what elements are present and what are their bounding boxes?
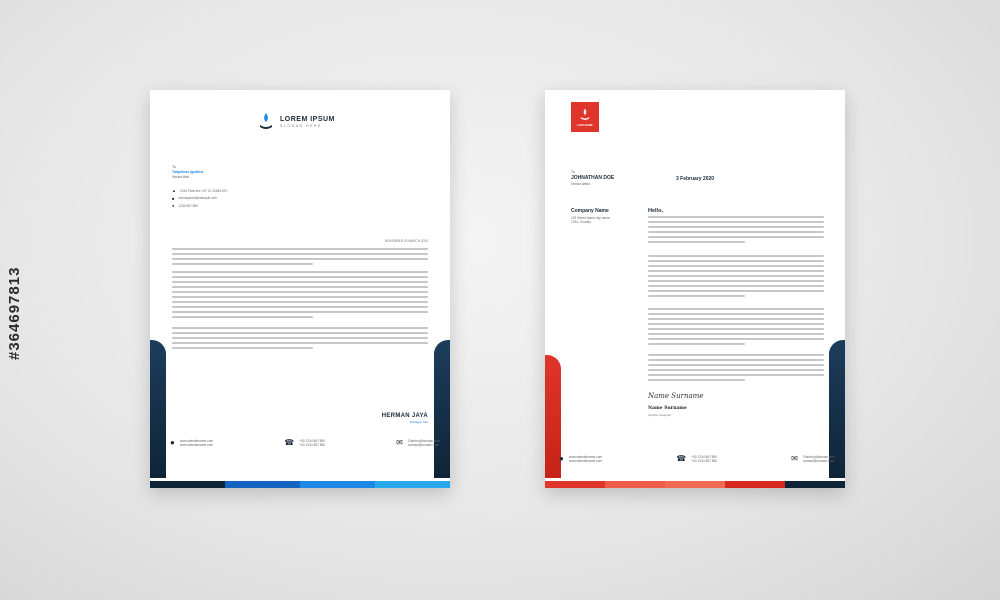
mail-icon: ■ [172, 195, 175, 201]
brand-tagline: SLOGAN HERE [280, 124, 322, 128]
footer-email [791, 454, 835, 463]
phone-icon: ☎ [284, 438, 295, 447]
brand-logo-box [571, 102, 599, 132]
bar-segment [785, 481, 845, 488]
bar-segment [545, 481, 605, 488]
recipient-name: Taiquimas Ignatius [172, 170, 204, 174]
bar-segment [665, 481, 725, 488]
company-name: Company Name [571, 208, 609, 214]
footer-web [170, 438, 213, 447]
footer-web [559, 454, 602, 463]
recipient-role: Vector Artist [571, 182, 590, 186]
recipient-role: Vector Arts [172, 175, 189, 179]
signer-name: HERMAN JAYA [381, 413, 428, 419]
bar-segment [300, 481, 375, 488]
footer-email-2: contact@domain.com [407, 442, 439, 447]
globe-icon: ● [170, 438, 175, 447]
bar-segment [150, 481, 225, 488]
footer-web-2: www.websitename.com [568, 458, 603, 463]
footer-web-2: www.websitename.com [179, 442, 214, 447]
recipient-label: To [172, 165, 176, 169]
footer-email [396, 438, 440, 447]
envelope-icon: ✉ [396, 438, 403, 447]
contact-address-text: 1234 Park Ave, NY 10 12345 67C [179, 188, 228, 193]
body-paragraph-2 [648, 255, 824, 300]
flame-logo-icon [579, 108, 591, 122]
company-address-1: 123 Street Name city name [571, 216, 610, 220]
body-paragraph-2 [172, 271, 428, 321]
recipient-block [571, 170, 614, 186]
bar-segment [375, 481, 450, 488]
letter-date: 3 February 2020 [676, 176, 715, 182]
brand-logo [258, 112, 335, 132]
body-paragraph-1 [648, 216, 824, 246]
footer-contacts [170, 438, 440, 447]
phone-icon: ☎ [676, 454, 687, 463]
contact-address [172, 188, 228, 193]
bar-segment [605, 481, 665, 488]
letterhead-red [545, 90, 845, 488]
footer-email-1: Clientco@domain.com [407, 438, 440, 443]
greeting: Hello, [648, 208, 663, 214]
logo-name: LOGO NAME [577, 123, 593, 127]
stock-image-id: #364697813 [6, 266, 23, 360]
footer-email-2: contact@domain.com [802, 458, 834, 463]
footer-email-1: Clientco@domain.com [802, 454, 835, 459]
company-block [571, 208, 610, 224]
footer-phone [676, 454, 717, 463]
letter-date: NOVEMBER 20 MARCH 2020 [384, 239, 428, 243]
contact-phone-text: 1234 567 890 [178, 203, 198, 208]
footer-web-1: www.websitename.com [179, 438, 214, 443]
signature-block [382, 413, 428, 424]
brand-name: LOREM IPSUM [280, 116, 335, 123]
footer-phone-1: +00 1234 567 890 [691, 454, 718, 459]
location-icon: ▲ [172, 188, 176, 193]
body-paragraph-4 [648, 354, 824, 384]
phone-icon: ● [172, 203, 175, 208]
recipient-label: To [571, 170, 575, 174]
company-address-2: 1234, Country [571, 220, 592, 224]
signer-role: Graphic Designer [648, 413, 672, 417]
footer-color-bar [150, 481, 450, 488]
contact-email-text: loremipsum@example.com [178, 196, 218, 200]
footer-phone-2: +00 1234 567 890 [299, 442, 326, 447]
footer-contacts [559, 454, 835, 463]
recipient-name: JOHNATHAN DOE [571, 175, 615, 181]
signer-name: Name Surname [648, 406, 687, 411]
body-paragraph-1 [172, 248, 428, 268]
flame-logo-icon [258, 112, 274, 132]
footer-phone-2: +00 1234 567 890 [691, 458, 718, 463]
contact-phone [172, 203, 228, 208]
contact-email [172, 196, 228, 201]
globe-icon: ● [559, 454, 564, 463]
signer-role: Manager Title [409, 420, 428, 424]
footer-phone-1: +00 1234 567 890 [299, 438, 326, 443]
recipient-block [172, 165, 203, 179]
envelope-icon: ✉ [791, 454, 798, 463]
signature-script: Name Surname [648, 392, 704, 400]
contact-list [172, 188, 228, 211]
bar-segment [725, 481, 785, 488]
footer-color-bar [545, 481, 845, 488]
footer-web-1: www.websitename.com [568, 454, 603, 459]
letterhead-blue [150, 90, 450, 488]
body-paragraph-3 [172, 327, 428, 352]
body-paragraph-3 [648, 308, 824, 348]
footer-phone [284, 438, 325, 447]
right-side-band [434, 340, 450, 478]
left-side-band [150, 340, 166, 478]
bar-segment [225, 481, 300, 488]
